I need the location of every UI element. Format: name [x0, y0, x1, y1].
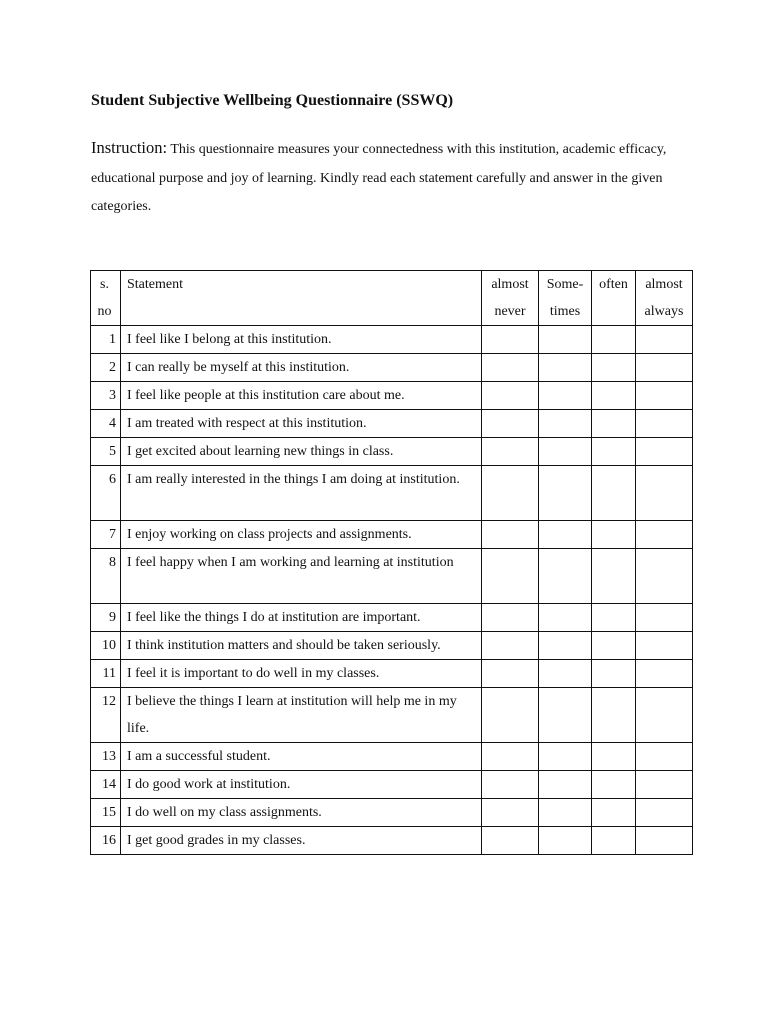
row-statement: I feel happy when I am working and learning at institution — [121, 549, 482, 604]
answer-cell-sometimes[interactable] — [539, 466, 592, 521]
table-row — [91, 438, 693, 466]
row-number: 15 — [91, 799, 121, 827]
row-number: 13 — [91, 743, 121, 771]
table-row — [91, 632, 693, 660]
header-option-almost-never: almost never — [482, 271, 539, 326]
header-option-often: often — [592, 271, 636, 326]
row-statement: I can really be myself at this institution. — [121, 354, 482, 382]
answer-cell-almost-never[interactable] — [482, 354, 539, 382]
answer-cell-almost-never[interactable] — [482, 827, 539, 855]
answer-cell-often[interactable] — [592, 799, 636, 827]
answer-cell-often[interactable] — [592, 771, 636, 799]
header-serial-number: s. no — [91, 271, 121, 326]
answer-cell-almost-never[interactable] — [482, 688, 539, 743]
answer-cell-almost-always[interactable] — [636, 410, 693, 438]
answer-cell-almost-always[interactable] — [636, 521, 693, 549]
row-number: 4 — [91, 410, 121, 438]
answer-cell-almost-always[interactable] — [636, 799, 693, 827]
answer-cell-almost-never[interactable] — [482, 799, 539, 827]
answer-cell-almost-never[interactable] — [482, 604, 539, 632]
answer-cell-often[interactable] — [592, 382, 636, 410]
answer-cell-often[interactable] — [592, 354, 636, 382]
table-header-row — [91, 271, 693, 326]
answer-cell-often[interactable] — [592, 688, 636, 743]
answer-cell-almost-never[interactable] — [482, 660, 539, 688]
row-number: 8 — [91, 549, 121, 604]
answer-cell-often[interactable] — [592, 438, 636, 466]
answer-cell-sometimes[interactable] — [539, 410, 592, 438]
answer-cell-almost-always[interactable] — [636, 660, 693, 688]
row-statement: I get excited about learning new things in class. — [121, 438, 482, 466]
table-row — [91, 382, 693, 410]
answer-cell-often[interactable] — [592, 660, 636, 688]
answer-cell-almost-never[interactable] — [482, 549, 539, 604]
answer-cell-almost-always[interactable] — [636, 743, 693, 771]
answer-cell-sometimes[interactable] — [539, 632, 592, 660]
answer-cell-often[interactable] — [592, 466, 636, 521]
answer-cell-sometimes[interactable] — [539, 382, 592, 410]
table-row — [91, 604, 693, 632]
answer-cell-almost-always[interactable] — [636, 326, 693, 354]
table-row — [91, 326, 693, 354]
row-number: 3 — [91, 382, 121, 410]
answer-cell-sometimes[interactable] — [539, 743, 592, 771]
row-number: 6 — [91, 466, 121, 521]
row-statement: I am really interested in the things I am doing at institution. — [121, 466, 482, 521]
row-statement: I am treated with respect at this institution. — [121, 410, 482, 438]
answer-cell-often[interactable] — [592, 604, 636, 632]
page-title: Student Subjective Wellbeing Questionnaire (SSWQ) — [91, 92, 454, 109]
row-statement: I feel like the things I do at institution are important. — [121, 604, 482, 632]
answer-cell-almost-never[interactable] — [482, 410, 539, 438]
row-statement: I enjoy working on class projects and assignments. — [121, 521, 482, 549]
table-row — [91, 549, 693, 604]
table-row — [91, 688, 693, 743]
row-statement: I feel like I belong at this institution. — [121, 326, 482, 354]
answer-cell-often[interactable] — [592, 326, 636, 354]
answer-cell-sometimes[interactable] — [539, 827, 592, 855]
row-number: 9 — [91, 604, 121, 632]
answer-cell-often[interactable] — [592, 549, 636, 604]
header-statement: Statement — [121, 271, 482, 326]
answer-cell-often[interactable] — [592, 410, 636, 438]
row-statement: I do good work at institution. — [121, 771, 482, 799]
answer-cell-sometimes[interactable] — [539, 799, 592, 827]
table-row — [91, 466, 693, 521]
header-option-sometimes: Some- times — [539, 271, 592, 326]
table-row — [91, 410, 693, 438]
answer-cell-almost-always[interactable] — [636, 771, 693, 799]
row-number: 5 — [91, 438, 121, 466]
answer-cell-almost-never[interactable] — [482, 521, 539, 549]
header-option-almost-always: almost always — [636, 271, 693, 326]
table-row — [91, 354, 693, 382]
answer-cell-sometimes[interactable] — [539, 688, 592, 743]
answer-cell-almost-never[interactable] — [482, 326, 539, 354]
answer-cell-often[interactable] — [592, 521, 636, 549]
answer-cell-sometimes[interactable] — [539, 604, 592, 632]
row-statement: I get good grades in my classes. — [121, 827, 482, 855]
table-row — [91, 771, 693, 799]
answer-cell-almost-never[interactable] — [482, 438, 539, 466]
answer-cell-almost-always[interactable] — [636, 549, 693, 604]
answer-cell-sometimes[interactable] — [539, 326, 592, 354]
questionnaire-table — [90, 270, 693, 855]
row-number: 14 — [91, 771, 121, 799]
answer-cell-sometimes[interactable] — [539, 438, 592, 466]
row-statement: I do well on my class assignments. — [121, 799, 482, 827]
instruction-paragraph — [91, 134, 691, 222]
answer-cell-almost-never[interactable] — [482, 466, 539, 521]
row-statement: I think institution matters and should be taken seriously. — [121, 632, 482, 660]
table-row — [91, 521, 693, 549]
answer-cell-almost-always[interactable] — [636, 827, 693, 855]
answer-cell-almost-always[interactable] — [636, 438, 693, 466]
table-row — [91, 827, 693, 855]
answer-cell-sometimes[interactable] — [539, 549, 592, 604]
answer-cell-often[interactable] — [592, 632, 636, 660]
row-number: 2 — [91, 354, 121, 382]
table-row — [91, 743, 693, 771]
row-number: 10 — [91, 632, 121, 660]
row-number: 1 — [91, 326, 121, 354]
row-statement: I feel like people at this institution care about me. — [121, 382, 482, 410]
answer-cell-often[interactable] — [592, 827, 636, 855]
table-row — [91, 660, 693, 688]
answer-cell-sometimes[interactable] — [539, 521, 592, 549]
row-number: 16 — [91, 827, 121, 855]
instruction-label: Instruction: — [91, 138, 168, 157]
answer-cell-almost-always[interactable] — [636, 632, 693, 660]
answer-cell-almost-always[interactable] — [636, 354, 693, 382]
answer-cell-sometimes[interactable] — [539, 354, 592, 382]
row-statement: I am a successful student. — [121, 743, 482, 771]
row-number: 12 — [91, 688, 121, 743]
answer-cell-almost-never[interactable] — [482, 632, 539, 660]
instruction-text: This questionnaire measures your connectedness with this institution, academic efficacy, educational purpose and joy of learning. Kindly read each statement carefully and answer in the given categories. — [91, 142, 667, 214]
answer-cell-almost-always[interactable] — [636, 466, 693, 521]
answer-cell-sometimes[interactable] — [539, 771, 592, 799]
row-statement: I feel it is important to do well in my classes. — [121, 660, 482, 688]
answer-cell-sometimes[interactable] — [539, 660, 592, 688]
answer-cell-almost-always[interactable] — [636, 688, 693, 743]
answer-cell-almost-always[interactable] — [636, 604, 693, 632]
answer-cell-almost-never[interactable] — [482, 382, 539, 410]
answer-cell-almost-always[interactable] — [636, 382, 693, 410]
answer-cell-almost-never[interactable] — [482, 771, 539, 799]
row-number: 7 — [91, 521, 121, 549]
row-statement: I believe the things I learn at institution will help me in my life. — [121, 688, 482, 743]
row-number: 11 — [91, 660, 121, 688]
answer-cell-almost-never[interactable] — [482, 743, 539, 771]
answer-cell-often[interactable] — [592, 743, 636, 771]
table-row — [91, 799, 693, 827]
